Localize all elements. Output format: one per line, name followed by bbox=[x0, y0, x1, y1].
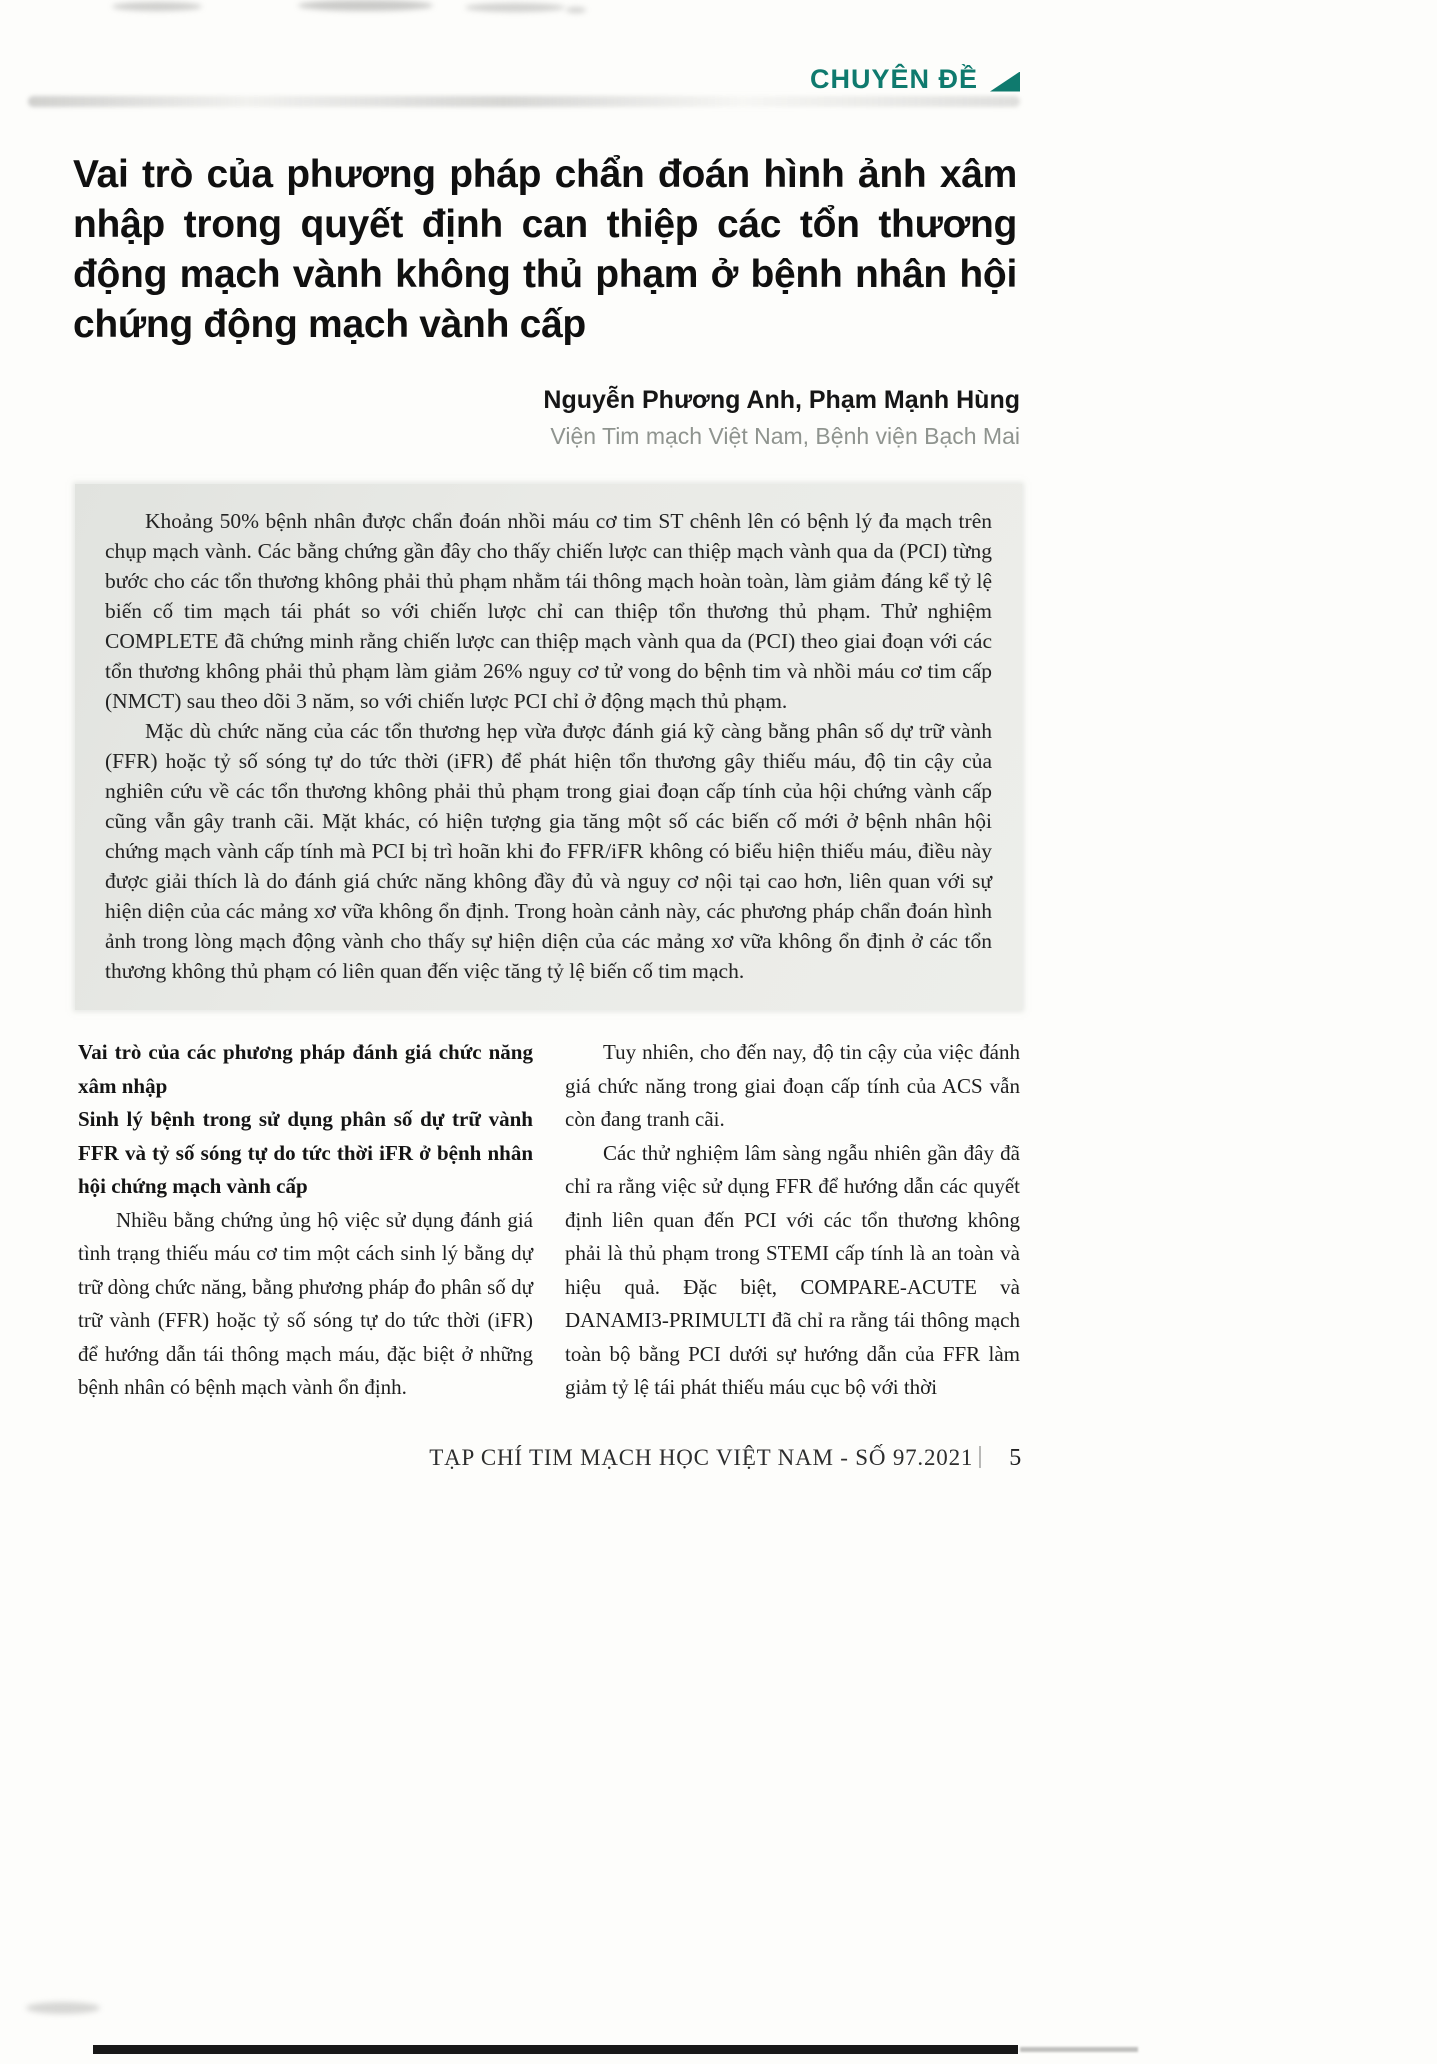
right-column bbox=[565, 1036, 1020, 1405]
body-paragraph: Tuy nhiên, cho đến nay, độ tin cậy của việc đánh giá chức năng trong giai đoạn cấp tính của ACS vẫn còn đang tranh cãi. bbox=[565, 1040, 1020, 1131]
triangle-marker-icon bbox=[990, 72, 1020, 92]
body-columns bbox=[78, 1036, 1020, 1405]
journal-name: TẠP CHÍ TIM MẠCH HỌC VIỆT NAM - SỐ 97.2021 bbox=[429, 1444, 974, 1470]
scan-bottom-bar bbox=[93, 2045, 1018, 2054]
scan-smudge bbox=[26, 2002, 100, 2014]
scan-smudge bbox=[298, 0, 433, 11]
scan-smudge bbox=[566, 7, 586, 13]
left-column bbox=[78, 1036, 533, 1405]
article-affiliation: Viện Tim mạch Việt Nam, Bệnh viện Bạch Mai bbox=[550, 423, 1020, 449]
footer-divider bbox=[979, 1446, 981, 1468]
section-kicker-label: CHUYÊN ĐỀ bbox=[809, 64, 978, 94]
scan-smudge bbox=[112, 2, 202, 11]
article-authors: Nguyễn Phương Anh, Phạm Mạnh Hùng bbox=[543, 386, 1020, 414]
body-paragraph: Các thử nghiệm lâm sàng ngẫu nhiên gần đây đã chỉ ra rằng việc sử dụng FFR để hướng dẫn các quyết định liên quan đến PCI với các tổn thương không phải là thủ phạm trong STEMI cấp tính là an toàn và hiệu quả. Đặc biệt, COMPARE-ACUTE và DANAMI3-PRIMULTI đã chỉ ra rằng tái thông mạch toàn bộ bằng PCI dưới sự hướng dẫn của FFR làm giảm tỷ lệ tái phát thiếu máu cục bộ với thời bbox=[565, 1140, 1020, 1399]
byline bbox=[75, 386, 1020, 450]
page-footer bbox=[75, 1445, 1022, 1472]
abstract-paragraph-1: Khoảng 50% bệnh nhân được chẩn đoán nhồi máu cơ tim ST chênh lên có bệnh lý đa mạch trên chụp mạch vành. Các bằng chứng gần đây cho thấy chiến lược can thiệp mạch vành qua da (PCI) từng bước cho các tổn thương không phải thủ phạm nhằm tái thông mạch hoàn toàn, làm giảm đáng kể tỷ lệ biến cố tim mạch tái phát so với chiến lược chỉ can thiệp tổn thương thủ phạm. Thử nghiệm COMPLETE đã chứng minh rằng chiến lược can thiệp mạch vành qua da (PCI) theo giai đoạn với các tổn thương không phải thủ phạm làm giảm 26% nguy cơ tử vong do bệnh tim và nhồi máu cơ tim cấp (NMCT) sau theo dõi 3 năm, so với chiến lược PCI chỉ ở động mạch thủ phạm. bbox=[105, 509, 992, 713]
page-number: 5 bbox=[1009, 1444, 1022, 1471]
body-paragraph: Nhiều bằng chứng ủng hộ việc sử dụng đánh giá tình trạng thiếu máu cơ tim một cách sinh lý bằng dự trữ dòng chức năng, bằng phương pháp đo phân số dự trữ vành (FFR) hoặc tỷ số sóng tự do tức thời (iFR) để hướng dẫn tái thông mạch máu, đặc biệt ở những bệnh nhân có bệnh mạch vành ổn định. bbox=[78, 1207, 533, 1399]
section-subheading: Sinh lý bệnh trong sử dụng phân số dự trữ vành FFR và tỷ số sóng tự do tức thời iFR ở bệnh nhân hội chứng mạch vành cấp bbox=[78, 1107, 533, 1198]
article-title: Vai trò của phương pháp chẩn đoán hình ảnh xâm nhập trong quyết định can thiệp các tổn thương động mạch vành không thủ phạm ở bệnh nhân hội chứng động mạch vành cấp bbox=[73, 153, 1017, 346]
scan-bottom-bar-tail bbox=[1020, 2047, 1138, 2052]
scan-smudge bbox=[465, 3, 565, 12]
section-kicker bbox=[810, 64, 1020, 95]
scan-streak bbox=[28, 96, 1020, 107]
abstract-paragraph-2: Mặc dù chức năng của các tổn thương hẹp vừa được đánh giá kỹ càng bằng phân số dự trữ vành (FFR) hoặc tỷ số sóng tự do tức thời (iFR) để phát hiện tổn thương gây thiếu máu, độ tin cậy của nghiên cứu về các tổn thương không phải thủ phạm trong giai đoạn cấp tính của hội chứng vành cấp cũng vẫn gây tranh cãi. Mặt khác, có hiện tượng gia tăng một số các biến cố mới ở bệnh nhân hội chứng mạch vành cấp tính mà PCI bị trì hoãn khi đo FFR/iFR không có biểu hiện thiếu máu, điều này được giải thích là do đánh giá chức năng không đầy đủ và nguy cơ nội tại cao hơn, liên quan với sự hiện diện của các mảng xơ vữa không ổn định. Trong hoàn cảnh này, các phương pháp chẩn đoán hình ảnh trong lòng mạch động vành cho thấy sự hiện diện của các mảng xơ vữa không ổn định ở các tổn thương không thủ phạm có liên quan đến việc tăng tỷ lệ biến cố tim mạch. bbox=[105, 719, 992, 983]
abstract-box bbox=[75, 484, 1022, 1010]
section-heading: Vai trò của các phương pháp đánh giá chức năng xâm nhập bbox=[78, 1040, 533, 1098]
